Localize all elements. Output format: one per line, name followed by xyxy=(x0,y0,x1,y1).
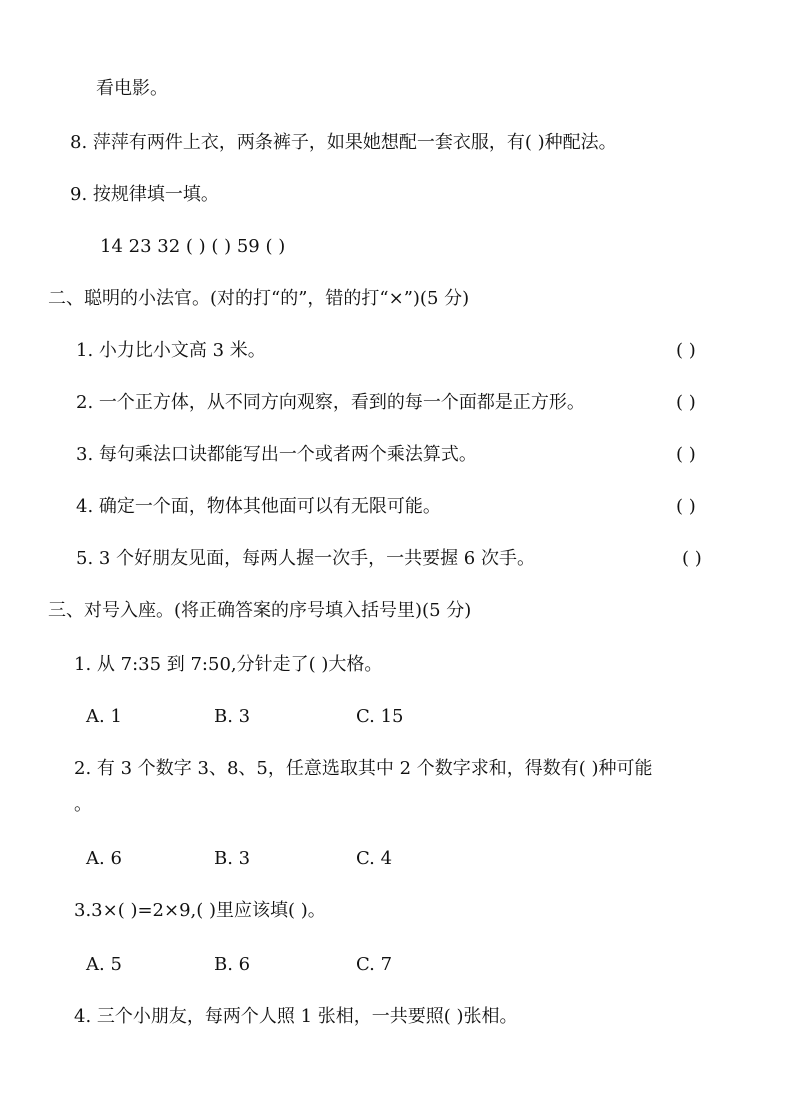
choice-question-2-cont: 。 xyxy=(74,794,92,815)
section-2-title: 二、聪明的小法官。(对的打“的”，错的打“×”)(5 分) xyxy=(48,288,470,309)
option-3c: C. 7 xyxy=(356,954,393,975)
judge-item-5: 5. 3 个好朋友见面，每两人握一次手，一共要握 6 次手。 xyxy=(76,548,535,569)
answer-blank-2: ( ) xyxy=(676,392,696,413)
option-1c: C. 15 xyxy=(356,706,404,727)
number-sequence: 14 23 32 ( ) ( ) 59 ( ) xyxy=(100,236,286,257)
question-8: 8. 萍萍有两件上衣，两条裤子，如果她想配一套衣服，有( )种配法。 xyxy=(70,132,617,153)
choice-question-4: 4. 三个小朋友，每两个人照 1 张相，一共要照( )张相。 xyxy=(74,1006,518,1027)
option-3b: B. 6 xyxy=(214,954,251,975)
judge-item-3: 3. 每句乘法口诀都能写出一个或者两个乘法算式。 xyxy=(76,444,477,465)
choice-question-1: 1. 从 7:35 到 7:50,分针走了( )大格。 xyxy=(74,654,383,675)
answer-blank-1: ( ) xyxy=(676,340,696,361)
option-2c: C. 4 xyxy=(356,848,393,869)
answer-blank-4: ( ) xyxy=(676,496,696,517)
choice-question-2: 2. 有 3 个数字 3、8、5，任意选取其中 2 个数字求和，得数有( )种可能 xyxy=(74,758,653,779)
judge-item-4: 4. 确定一个面，物体其他面可以有无限可能。 xyxy=(76,496,441,517)
option-2b: B. 3 xyxy=(214,848,251,869)
continued-text: 看电影。 xyxy=(96,78,168,99)
answer-blank-5: ( ) xyxy=(682,548,702,569)
section-3-title: 三、对号入座。(将正确答案的序号填入括号里)(5 分) xyxy=(48,600,472,621)
option-1a: A. 1 xyxy=(86,706,122,727)
option-3a: A. 5 xyxy=(86,954,122,975)
judge-item-2: 2. 一个正方体，从不同方向观察，看到的每一个面都是正方形。 xyxy=(76,392,585,413)
question-9: 9. 按规律填一填。 xyxy=(70,184,219,205)
choice-question-3: 3.3×( )=2×9,( )里应该填( )。 xyxy=(74,900,326,921)
judge-item-1: 1. 小力比小文高 3 米。 xyxy=(76,340,266,361)
option-2a: A. 6 xyxy=(86,848,122,869)
option-1b: B. 3 xyxy=(214,706,251,727)
answer-blank-3: ( ) xyxy=(676,444,696,465)
